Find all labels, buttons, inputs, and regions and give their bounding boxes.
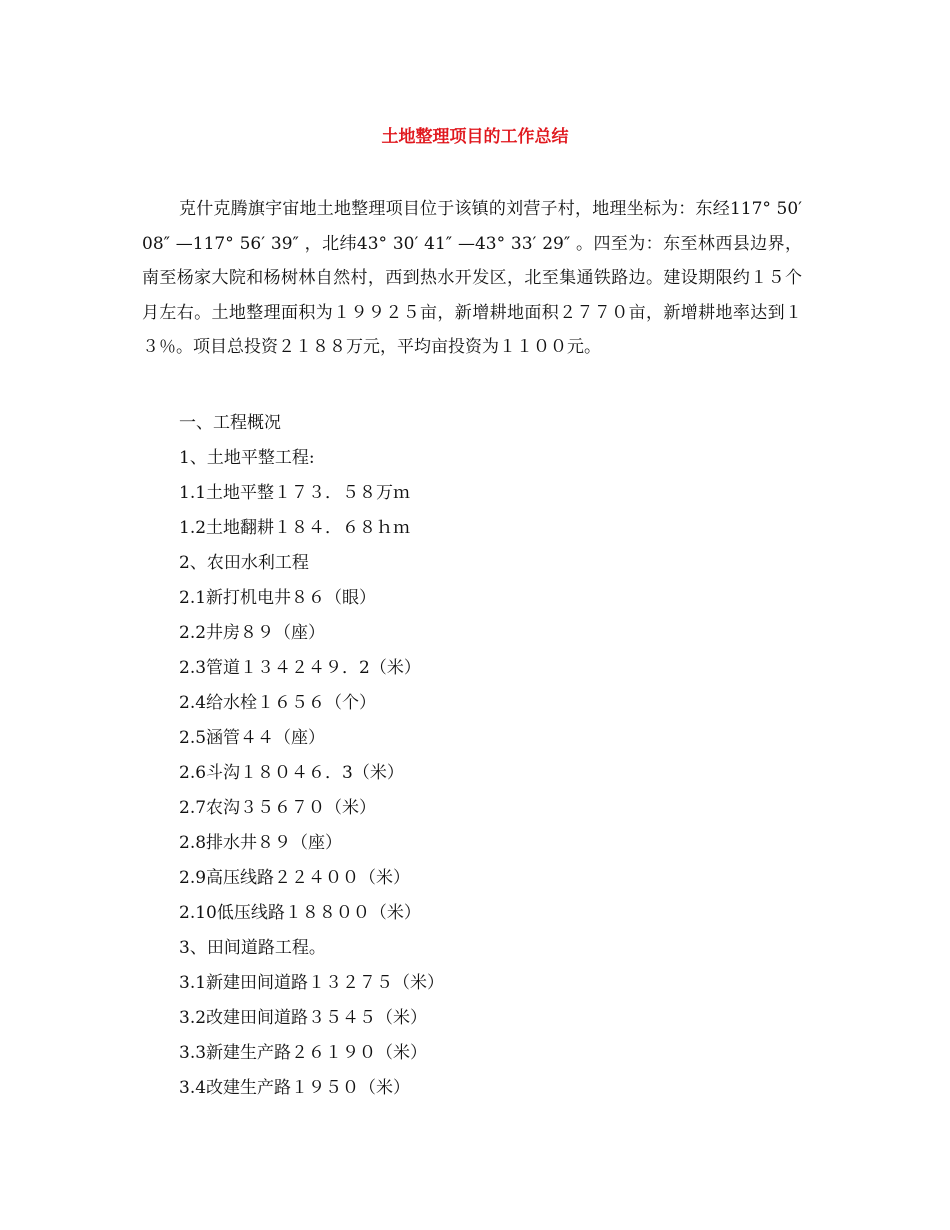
list-item: 2.4给水栓１６５６（个） (179, 693, 377, 713)
subsection-heading-irrigation: 2、农田水利工程 (179, 553, 309, 573)
list-item: 1.1土地平整１７３．５８万ｍ (179, 483, 411, 503)
document-title: 土地整理项目的工作总结 (381, 127, 569, 147)
list-item: 2.2井房８９（座） (179, 623, 326, 643)
intro-paragraph: 克什克腾旗宇宙地土地整理项目位于该镇的刘营子村，地理坐标为：东经117° 50′ 08″ —117° 56′ 39″ ，北纬43° 30′ 41″ —43° 33′ 29″ 。四至为：东至林西县边界，南至杨家大院和杨树林自然村，西到热水开发区，北至集通铁路边。建设期限约１５个月左右。土地整理面积为１９９２５亩，新增耕地面积２７７０亩，新增耕地率达到１３％。项目总投资２１８８万元，平均亩投资为１１００元。 (142, 199, 802, 358)
list-item: 3.3新建生产路２６１９０（米） (179, 1043, 428, 1063)
subsection-heading-roads: 3、田间道路工程。 (179, 938, 326, 958)
list-item: 3.4改建生产路１９５０（米） (179, 1078, 411, 1098)
list-item: 2.6斗沟１８０４６．3（米） (179, 763, 404, 783)
list-item: 2.3管道１３４２４９．2（米） (179, 658, 421, 678)
list-item: 2.9高压线路２２４００（米） (179, 868, 411, 888)
list-item: 1.2土地翻耕１８４．６８ｈｍ (179, 518, 411, 538)
list-item: 2.1新打机电井８６（眼） (179, 588, 377, 608)
list-item: 3.1新建田间道路１３２７５（米） (179, 973, 445, 993)
subsection-heading-land-leveling: 1、土地平整工程: (179, 448, 315, 468)
list-item: 2.7农沟３５６７０（米） (179, 798, 377, 818)
section-heading-overview: 一、工程概况 (179, 413, 281, 433)
list-item: 2.10低压线路１８８００（米） (179, 903, 421, 923)
list-item: 3.2改建田间道路３５４５（米） (179, 1008, 428, 1028)
list-item: 2.8排水井８９（座） (179, 833, 343, 853)
list-item: 2.5涵管４４（座） (179, 728, 326, 748)
